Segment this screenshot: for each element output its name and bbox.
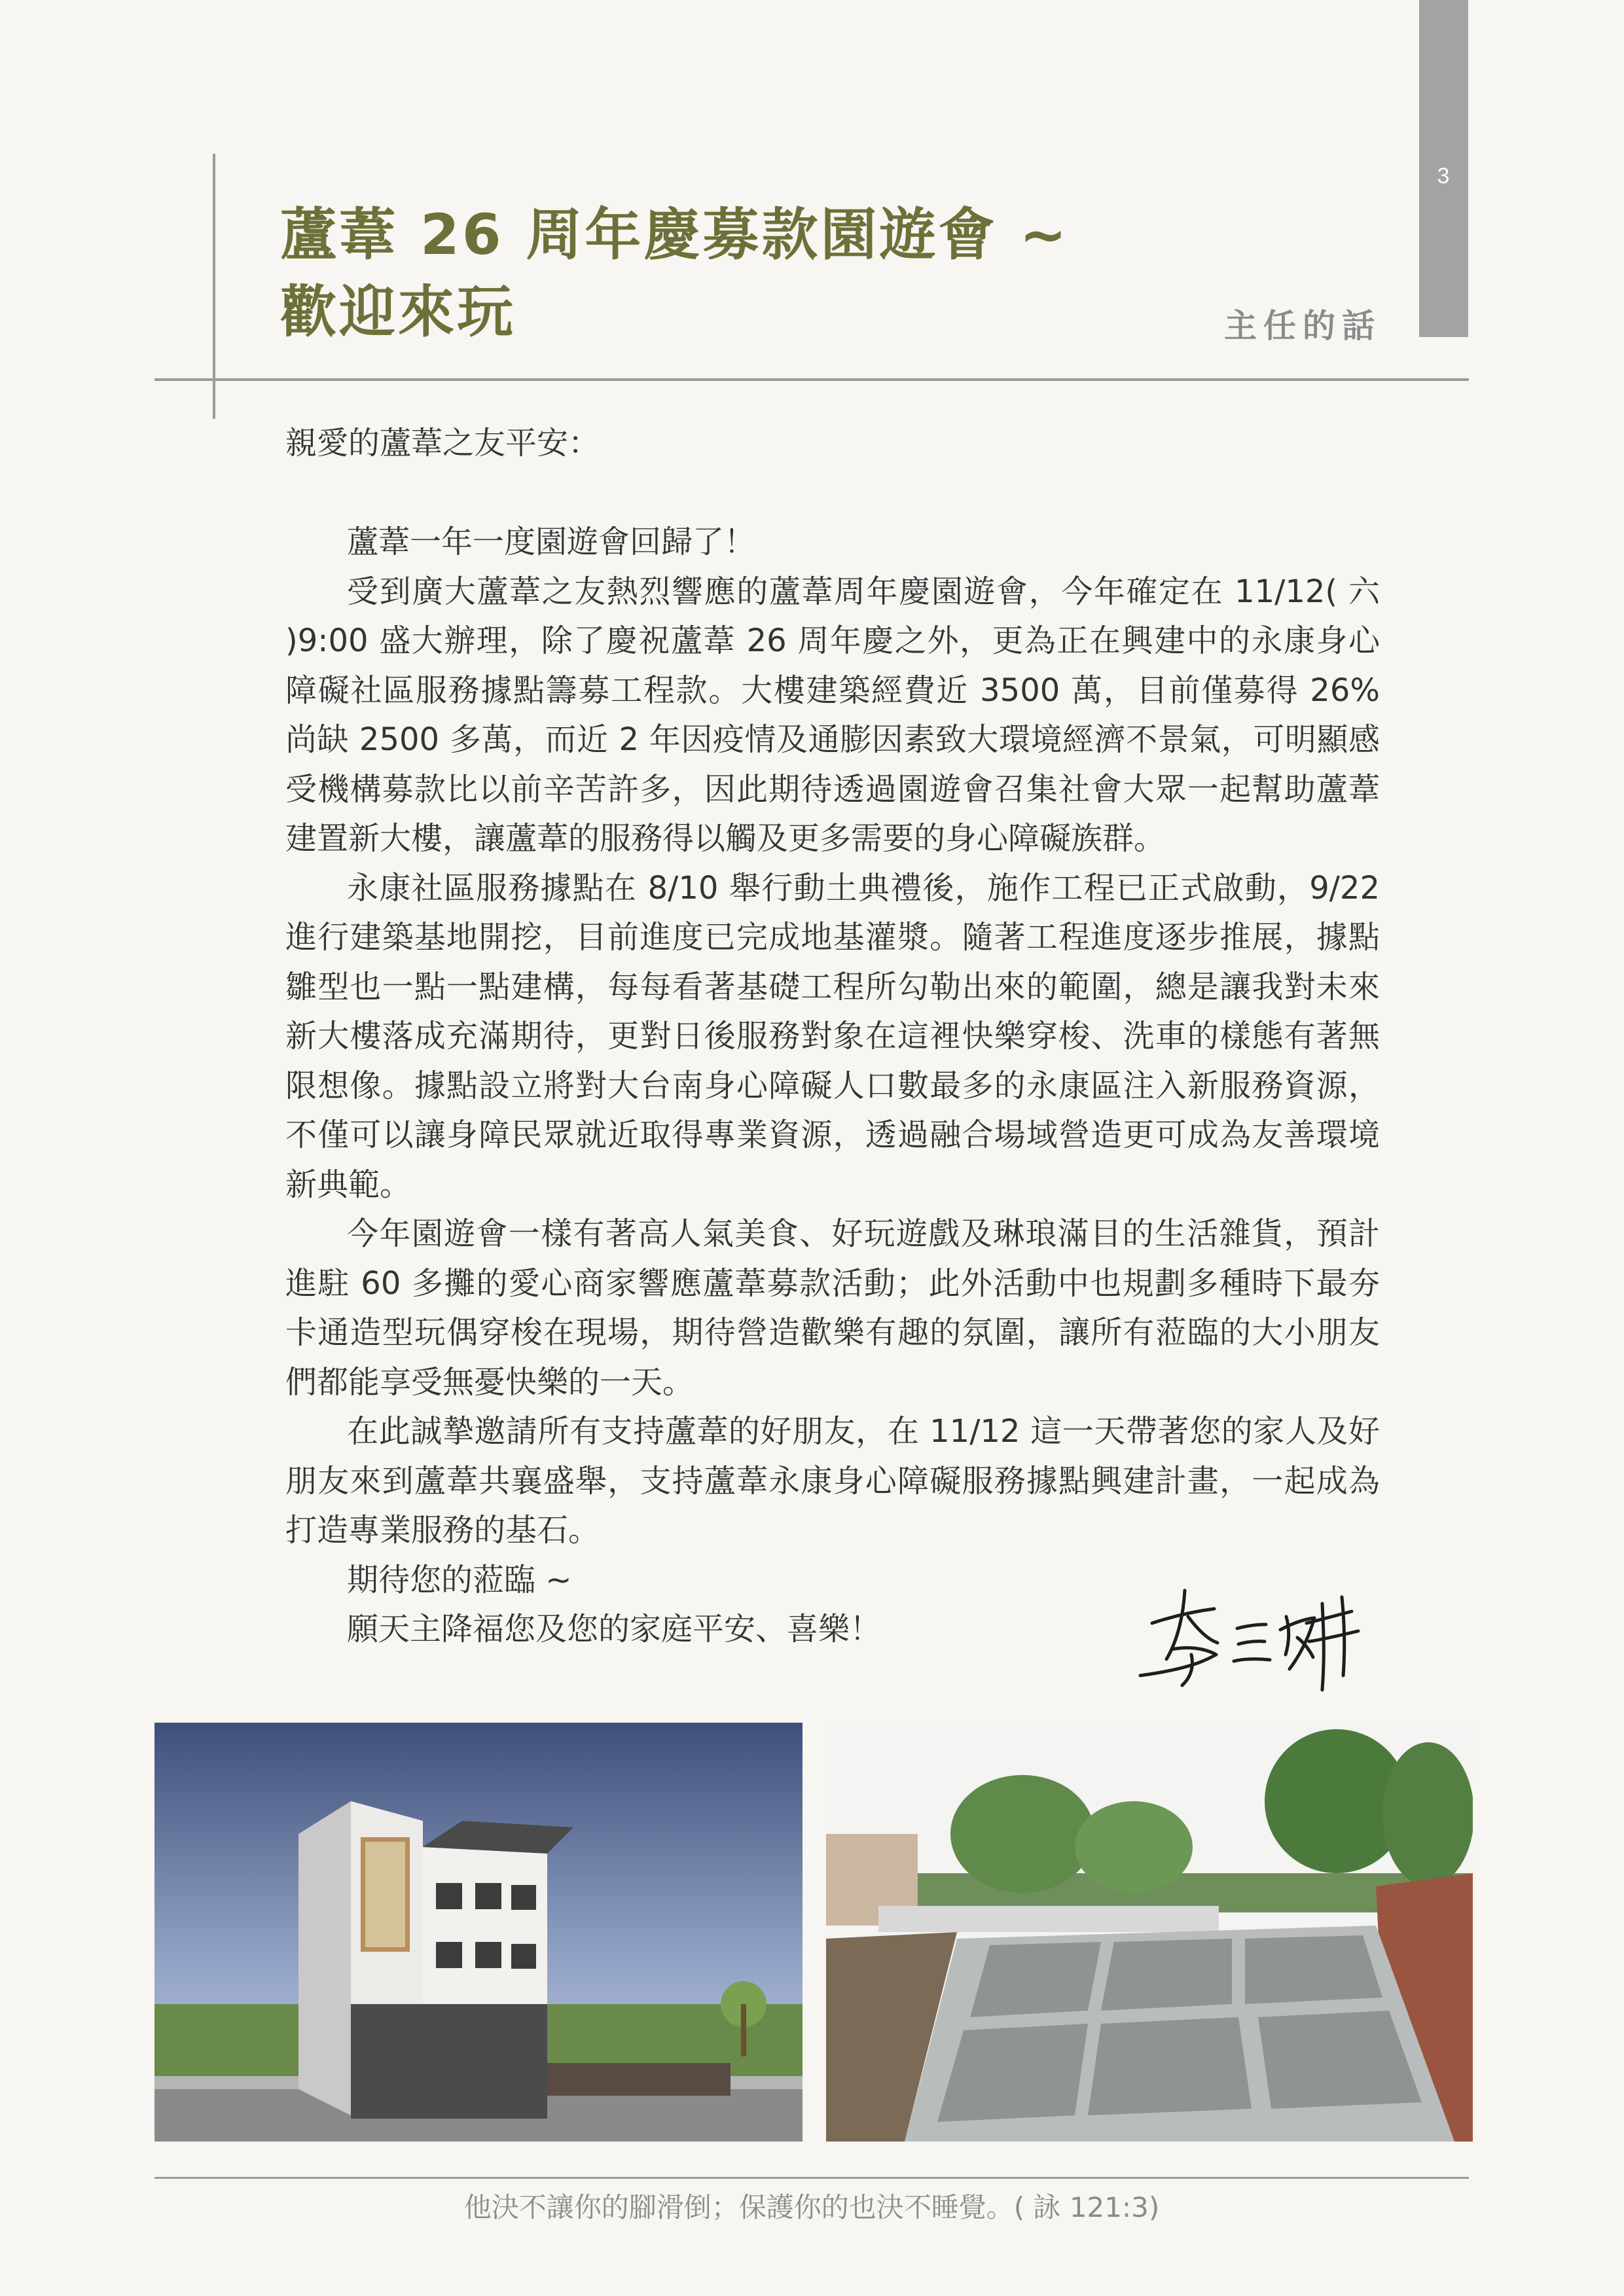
letter-closing: 期待您的蒞臨 ~ <box>347 1561 572 1598</box>
title-line-2: 歡迎來玩 <box>280 279 516 345</box>
letter-paragraph: 蘆葦一年一度園遊會回歸了！ <box>347 524 756 560</box>
title-line-1: 蘆葦 26 周年慶募款園遊會 ~ <box>280 202 1070 268</box>
page-title <box>280 196 1070 351</box>
header-divider <box>154 378 1469 381</box>
page-number: 3 <box>1437 164 1450 188</box>
letter-greeting: 親愛的蘆葦之友平安： <box>285 425 600 461</box>
letter-paragraph: 永康社區服務據點在 8/10 舉行動土典禮後，施作工程已正式啟動，9/22 進行建築基地開挖，目前進度已完成地基灌漿。隨著工程進度逐步推展，據點雛型也一點一點建構，每每看著基礎工程所勾勒出來的範圍，總是讓我對未來新大樓落成充滿期待，更對日後服務對象在這裡快樂穿梭、洗車的樣態有著無限想像。據點設立將對大台南身心障礙人口數最多的永康區注入新服務資源，不僅可以讓身障民眾就近取得專業資源，透過融合場域營造更可成為友善環境新典範。 <box>285 869 1380 1203</box>
footer-divider <box>154 2177 1469 2179</box>
building-rendering-photo <box>154 1723 803 2142</box>
section-label: 主任的話 <box>1224 307 1381 345</box>
letter-body <box>285 419 1380 1655</box>
letter-paragraph: 今年園遊會一樣有著高人氣美食、好玩遊戲及琳琅滿目的生活雜貨，預計進駐 60 多攤的愛心商家響應蘆葦募款活動；此外活動中也規劃多種時下最夯卡通造型玩偶穿梭在現場，期待營造歡樂有趣的氛圍，讓所有蒞臨的大小朋友們都能享受無憂快樂的一天。 <box>285 1215 1380 1401</box>
letter-paragraph: 在此誠摯邀請所有支持蘆葦的好朋友，在 11/12 這一天帶著您的家人及好朋友來到蘆葦共襄盛舉，支持蘆葦永康身心障礙服務據點興建計畫，一起成為打造專業服務的基石。 <box>285 1413 1380 1549</box>
letter-paragraph: 受到廣大蘆葦之友熱烈響應的蘆葦周年慶園遊會，今年確定在 11/12( 六 )9:00 盛大辦理，除了慶祝蘆葦 26 周年慶之外，更為正在興建中的永康身心障礙社區服務據點籌募工程款。大樓建築經費近 3500 萬，目前僅募得 26% 尚缺 2500 多萬，而近 2 年因疫情及通膨因素致大環境經濟不景氣，可明顯感受機構募款比以前辛苦許多，因此期待透過園遊會召集社會大眾一起幫助蘆葦建置新大樓，讓蘆葦的服務得以觸及更多需要的身心障礙族群。 <box>285 573 1380 857</box>
letter-blessing: 願天主降福您及您的家庭平安、喜樂！ <box>347 1611 882 1647</box>
construction-site-photo <box>826 1723 1473 2142</box>
handwritten-signature <box>1126 1577 1375 1695</box>
footer-verse: 他決不讓你的腳滑倒；保護你的也決不睡覺。( 詠 121:3) <box>463 2191 1160 2223</box>
